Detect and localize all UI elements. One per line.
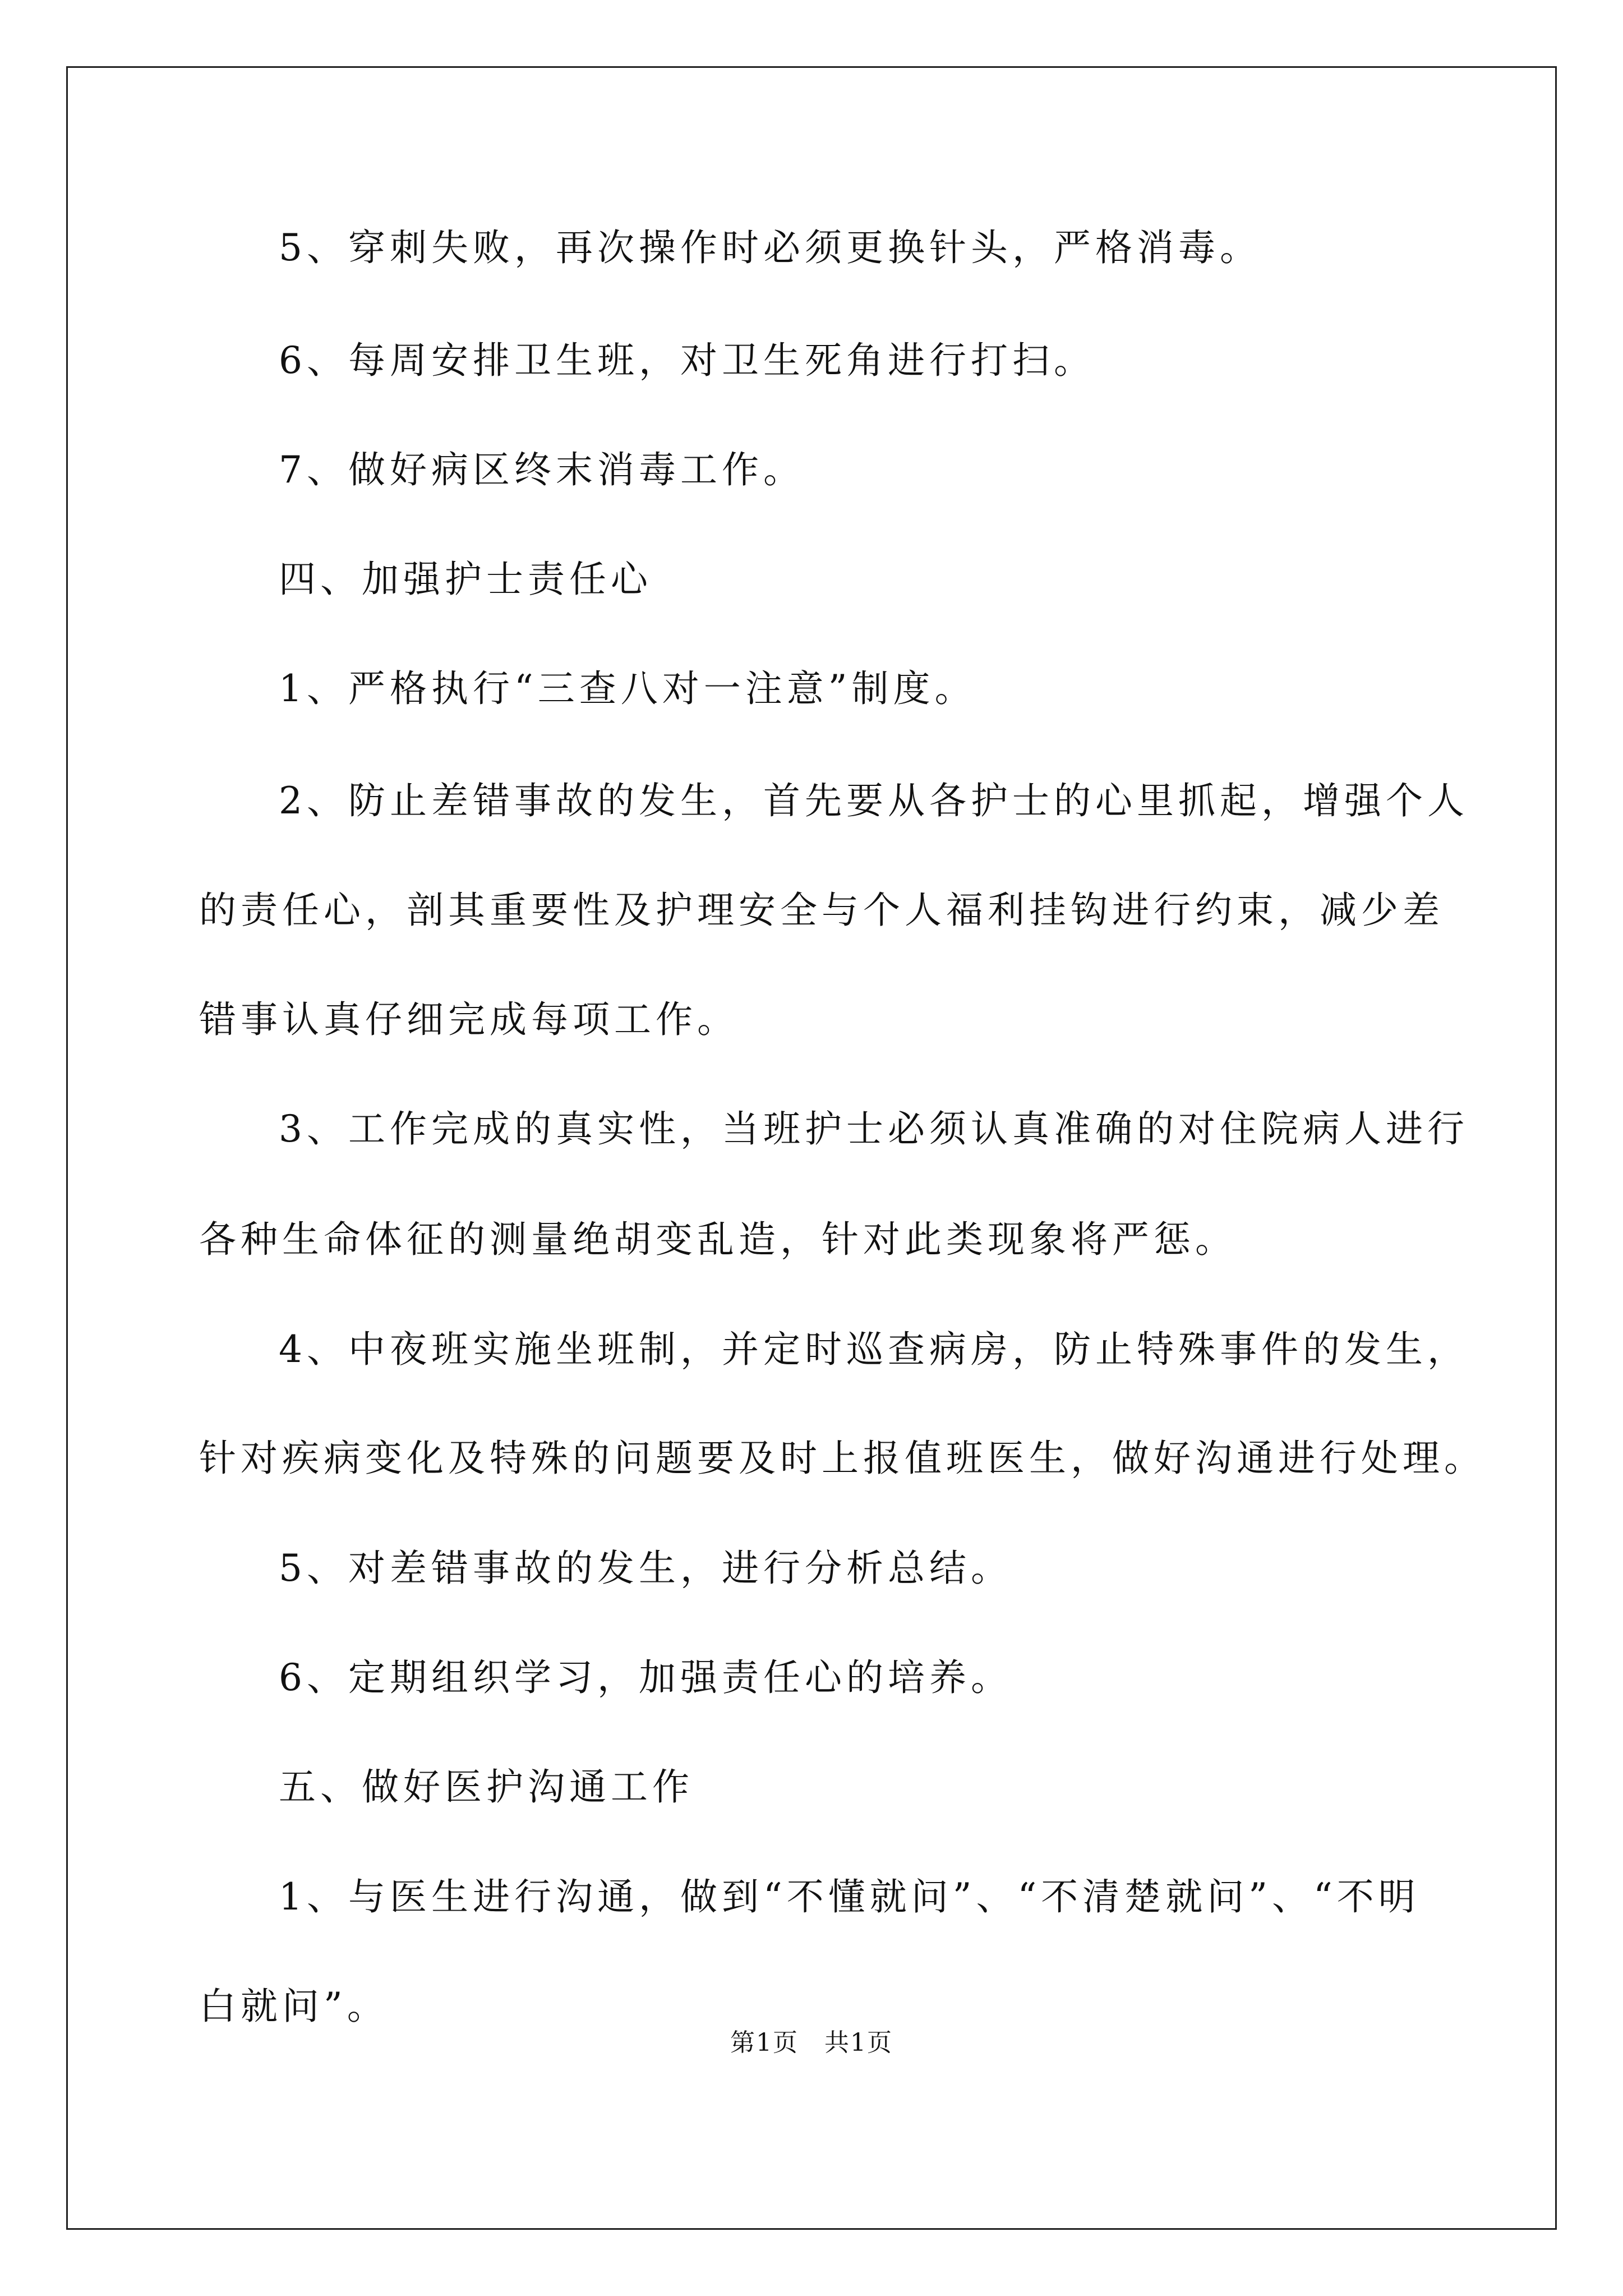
paragraph-line-10: 各种生命体征的测量绝胡变乱造，针对此类现象将严惩。 [199, 1218, 1237, 1261]
page-footer: 第1页 共1页 [730, 2028, 893, 2057]
paragraph-line-8: 错事认真仔细完成每项工作。 [199, 998, 739, 1041]
section-heading-4: 四、加强护士责任心 [279, 558, 652, 601]
section-heading-5: 五、做好医护沟通工作 [279, 1765, 694, 1809]
paragraph-line-13: 5、对差错事故的发生，进行分析总结。 [279, 1547, 1012, 1590]
paragraph-line-14: 6、定期组织学习，加强责任心的培养。 [279, 1656, 1012, 1699]
paragraph-line-17: 白就问”。 [199, 1985, 389, 2028]
paragraph-line-2: 6、每周安排卫生班，对卫生死角进行打扫。 [279, 339, 1095, 382]
paragraph-line-7: 的责任心，剖其重要性及护理安全与个人福利挂钩进行约束，减少差 [199, 889, 1444, 932]
paragraph-line-6: 2、防止差错事故的发生，首先要从各护士的心里抓起，增强个人 [279, 779, 1469, 822]
paragraph-line-11: 4、中夜班实施坐班制，并定时巡查病房，防止特殊事件的发生， [279, 1328, 1469, 1371]
paragraph-line-16: 1、与医生进行沟通，做到“不懂就问”、“不清楚就问”、“不明 [279, 1875, 1420, 1918]
paragraph-line-5: 1、严格执行“三查八对一注意”制度。 [279, 667, 976, 710]
paragraph-line-12: 针对疾病变化及特殊的问题要及时上报值班医生，做好沟通进行处理。 [199, 1437, 1486, 1480]
paragraph-line-3: 7、做好病区终末消毒工作。 [279, 448, 805, 491]
paragraph-line-9: 3、工作完成的真实性，当班护士必须认真准确的对住院病人进行 [279, 1107, 1469, 1151]
paragraph-line-1: 5、穿刺失败，再次操作时必须更换针头，严格消毒。 [279, 226, 1261, 269]
